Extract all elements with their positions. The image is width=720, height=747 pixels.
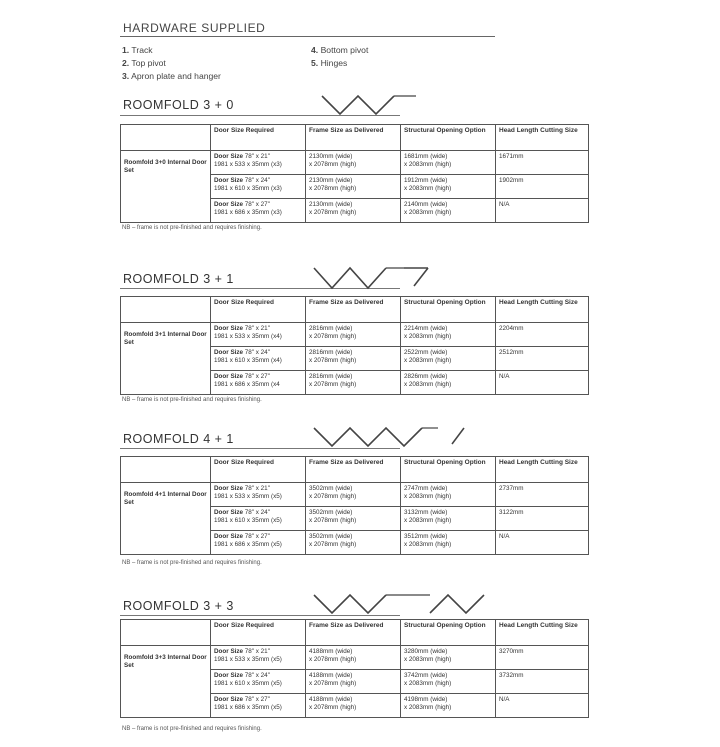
opening-cell: 1912mm (wide) x 2083mm (high) <box>401 175 496 199</box>
opening-cell: 1681mm (wide) x 2083mm (high) <box>401 151 496 175</box>
fold-diagram-icon <box>312 426 472 450</box>
row-label: Roomfold 3+0 Internal Door Set <box>121 151 211 223</box>
door-size-cell: Door Size 78" x 27" 1981 x 686 x 35mm (x4 <box>211 371 306 395</box>
door-size-cell: Door Size 78" x 27" 1981 x 686 x 35mm (x5) <box>211 531 306 555</box>
hardware-list-left <box>122 44 221 84</box>
header-frame-size: Frame Size as Delivered <box>306 297 401 323</box>
frame-size-cell: 4188mm (wide) x 2078mm (high) <box>306 694 401 718</box>
door-size-cell: Door Size 78" x 27" 1981 x 686 x 35mm (x5) <box>211 694 306 718</box>
opening-cell: 3512mm (wide) x 2083mm (high) <box>401 531 496 555</box>
header-opening: Structural Opening Option <box>401 457 496 483</box>
door-size-cell: Door Size 78" x 21" 1981 x 533 x 35mm (x4) <box>211 323 306 347</box>
section-title: ROOMFOLD 3 + 0 <box>123 98 234 112</box>
head-length-cell: N/A <box>496 694 589 718</box>
door-size-cell: Door Size 78" x 24" 1981 x 610 x 35mm (x3) <box>211 175 306 199</box>
hardware-item: 2. Top pivot <box>122 58 166 69</box>
head-length-cell: N/A <box>496 371 589 395</box>
opening-cell: 3742mm (wide) x 2083mm (high) <box>401 670 496 694</box>
header-head-length: Head Length Cutting Size <box>496 125 589 151</box>
header-door-size: Door Size Required <box>211 457 306 483</box>
head-length-cell: 3122mm <box>496 507 589 531</box>
section-title: ROOMFOLD 4 + 1 <box>123 432 234 446</box>
section-title: ROOMFOLD 3 + 1 <box>123 272 234 286</box>
table-row <box>121 483 589 507</box>
hardware-list-right <box>311 44 368 70</box>
row-label: Roomfold 3+3 Internal Door Set <box>121 646 211 718</box>
row-label: Roomfold 4+1 Internal Door Set <box>121 483 211 555</box>
finish-note: NB – frame is not pre-finished and requires finishing. <box>122 397 262 403</box>
section-title: ROOMFOLD 3 + 3 <box>123 599 234 613</box>
header-door-size: Door Size Required <box>211 125 306 151</box>
spec-table <box>120 124 589 223</box>
fold-diagram-icon <box>312 266 462 290</box>
row-label: Roomfold 3+1 Internal Door Set <box>121 323 211 395</box>
frame-size-cell: 2130mm (wide) x 2078mm (high) <box>306 151 401 175</box>
header-door-size: Door Size Required <box>211 620 306 646</box>
head-length-cell: N/A <box>496 199 589 223</box>
head-length-cell: 2737mm <box>496 483 589 507</box>
finish-note: NB – frame is not pre-finished and requires finishing. <box>122 225 262 231</box>
head-length-cell: 3732mm <box>496 670 589 694</box>
door-size-cell: Door Size 78" x 24" 1981 x 610 x 35mm (x4) <box>211 347 306 371</box>
frame-size-cell: 4188mm (wide) x 2078mm (high) <box>306 646 401 670</box>
opening-cell: 2522mm (wide) x 2083mm (high) <box>401 347 496 371</box>
header-opening: Structural Opening Option <box>401 620 496 646</box>
header-empty <box>121 125 211 151</box>
header-empty <box>121 620 211 646</box>
door-size-cell: Door Size 78" x 24" 1981 x 610 x 35mm (x5) <box>211 670 306 694</box>
frame-size-cell: 2816mm (wide) x 2078mm (high) <box>306 347 401 371</box>
hardware-item: 1. Track <box>122 45 153 55</box>
fold-diagram-icon <box>320 94 420 116</box>
header-opening: Structural Opening Option <box>401 125 496 151</box>
opening-cell: 3132mm (wide) x 2083mm (high) <box>401 507 496 531</box>
opening-cell: 4198mm (wide) x 2083mm (high) <box>401 694 496 718</box>
head-length-cell: 2512mm <box>496 347 589 371</box>
header-head-length: Head Length Cutting Size <box>496 620 589 646</box>
header-empty <box>121 297 211 323</box>
frame-size-cell: 2816mm (wide) x 2078mm (high) <box>306 371 401 395</box>
frame-size-cell: 4188mm (wide) x 2078mm (high) <box>306 670 401 694</box>
opening-cell: 2747mm (wide) x 2083mm (high) <box>401 483 496 507</box>
hardware-item: 3. Apron plate and hanger <box>122 71 221 82</box>
header-frame-size: Frame Size as Delivered <box>306 620 401 646</box>
hardware-title: HARDWARE SUPPLIED <box>123 21 266 35</box>
door-size-cell: Door Size 78" x 21" 1981 x 533 x 35mm (x5) <box>211 646 306 670</box>
table-row <box>121 151 589 175</box>
head-length-cell: 1671mm <box>496 151 589 175</box>
hardware-item: 4. Bottom pivot <box>311 45 369 55</box>
head-length-cell: 2204mm <box>496 323 589 347</box>
header-frame-size: Frame Size as Delivered <box>306 125 401 151</box>
frame-size-cell: 3502mm (wide) x 2078mm (high) <box>306 531 401 555</box>
hardware-divider <box>120 36 495 37</box>
header-frame-size: Frame Size as Delivered <box>306 457 401 483</box>
head-length-cell: 1902mm <box>496 175 589 199</box>
opening-cell: 2826mm (wide) x 2083mm (high) <box>401 371 496 395</box>
opening-cell: 3280mm (wide) x 2083mm (high) <box>401 646 496 670</box>
head-length-cell: 3270mm <box>496 646 589 670</box>
header-empty <box>121 457 211 483</box>
header-door-size: Door Size Required <box>211 297 306 323</box>
spec-table <box>120 296 589 395</box>
frame-size-cell: 2130mm (wide) x 2078mm (high) <box>306 175 401 199</box>
door-size-cell: Door Size 78" x 21" 1981 x 533 x 35mm (x5) <box>211 483 306 507</box>
table-row <box>121 323 589 347</box>
table-row <box>121 646 589 670</box>
hardware-item: 5. Hinges <box>311 58 348 69</box>
spec-table <box>120 619 589 718</box>
frame-size-cell: 2130mm (wide) x 2078mm (high) <box>306 199 401 223</box>
opening-cell: 2140mm (wide) x 2083mm (high) <box>401 199 496 223</box>
header-head-length: Head Length Cutting Size <box>496 457 589 483</box>
door-size-cell: Door Size 78" x 21" 1981 x 533 x 35mm (x3) <box>211 151 306 175</box>
frame-size-cell: 2816mm (wide) x 2078mm (high) <box>306 323 401 347</box>
frame-size-cell: 3502mm (wide) x 2078mm (high) <box>306 507 401 531</box>
door-size-cell: Door Size 78" x 24" 1981 x 610 x 35mm (x5) <box>211 507 306 531</box>
door-size-cell: Door Size 78" x 27" 1981 x 686 x 35mm (x3) <box>211 199 306 223</box>
spec-table <box>120 456 589 555</box>
header-head-length: Head Length Cutting Size <box>496 297 589 323</box>
finish-note: NB – frame is not pre-finished and requires finishing. <box>122 726 262 732</box>
finish-note: NB – frame is not pre-finished and requires finishing. <box>122 560 262 566</box>
opening-cell: 2214mm (wide) x 2083mm (high) <box>401 323 496 347</box>
frame-size-cell: 3502mm (wide) x 2078mm (high) <box>306 483 401 507</box>
header-opening: Structural Opening Option <box>401 297 496 323</box>
fold-diagram-icon <box>312 593 492 617</box>
head-length-cell: N/A <box>496 531 589 555</box>
